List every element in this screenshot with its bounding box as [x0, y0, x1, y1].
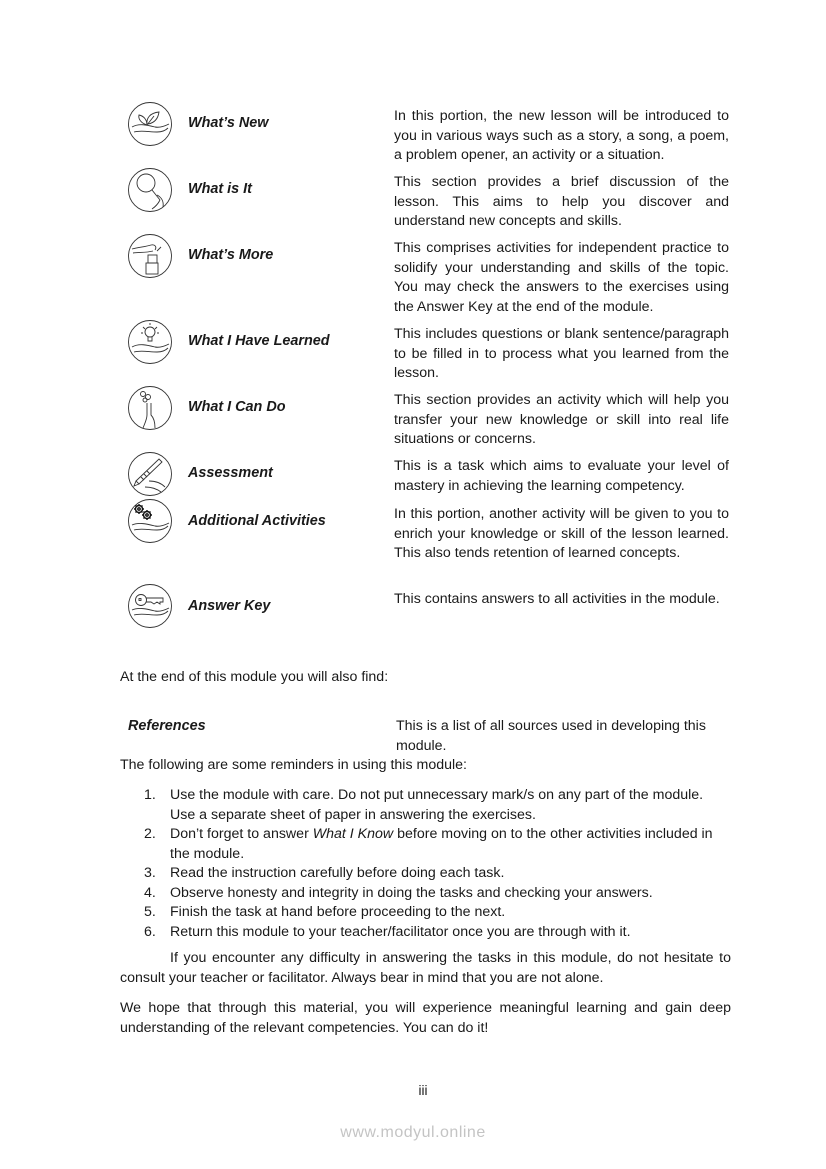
raised-hand-gears-icon: [127, 385, 173, 431]
reminder-item: [120, 923, 731, 943]
reminders-intro: The following are some reminders in using this module:: [120, 757, 467, 773]
reminder-number: 2.: [144, 826, 156, 842]
section-label: What I Can Do: [188, 399, 286, 415]
reminder-text-emphasis: What I Know: [312, 826, 394, 842]
section-label: Assessment: [188, 465, 273, 481]
reminder-number: 6.: [144, 923, 156, 940]
section-label: Additional Activities: [188, 513, 326, 529]
reminder-number: 4.: [144, 884, 156, 901]
stacking-blocks-icon: [127, 233, 173, 279]
section-label: What I Have Learned: [188, 333, 330, 349]
references-label: References: [128, 718, 206, 734]
watermark-link[interactable]: www.modyul.online: [340, 1124, 486, 1141]
reminder-item: [120, 786, 731, 825]
plant-in-hand-icon: [127, 101, 173, 147]
reminder-text: Observe honesty and integrity in doing the tasks and checking your answers.: [170, 884, 653, 901]
closing-paragraph: We hope that through this material, you will experience meaningful learning and gain deep understanding of the relevant competencies. You can do it!: [120, 1000, 731, 1036]
reminder-text: [170, 826, 713, 862]
reminder-text: Finish the task at hand before proceeding to the next.: [170, 904, 506, 920]
section-description: This section provides an activity which will help you transfer your new knowledge or skill into real life situations or concerns.: [394, 392, 729, 447]
reminder-text-after: before moving on to the other activities included in the module.: [170, 826, 713, 862]
section-description: This comprises activities for independent practice to solidify your understanding and skills of the topic. You may check the answers to the exercises using the Answer Key at the end of the module.: [394, 240, 729, 315]
end-of-module-intro: At the end of this module you will also find:: [120, 669, 389, 685]
page-number: iii: [418, 1083, 428, 1098]
hand-writing-pen-icon: [127, 451, 173, 497]
reminder-text: Return this module to your teacher/facilitator once you are through with it.: [170, 923, 631, 940]
reminder-number: 1.: [144, 787, 156, 803]
reminder-item: [120, 864, 731, 884]
reminders-list: [120, 786, 731, 942]
section-label: Answer Key: [188, 598, 271, 614]
reminder-text: Use the module with care. Do not put unnecessary mark/s on any part of the module. Use a separate sheet of paper in answering the exercises.: [170, 787, 704, 823]
reminder-text-before: Don’t forget to answer: [170, 826, 313, 842]
section-label: What is It: [188, 181, 252, 197]
reminder-text: Read the instruction carefully before doing each task.: [170, 865, 505, 881]
section-description: This is a task which aims to evaluate your level of mastery in achieving the learning competency.: [394, 458, 729, 494]
section-description: This includes questions or blank sentence/paragraph to be filled in to process what you learned from the lesson.: [394, 326, 729, 381]
section-description: This contains answers to all activities in the module.: [394, 591, 720, 607]
reminder-item: [120, 884, 731, 904]
section-description: In this portion, another activity will be given to you to enrich your knowledge or skill of the lesson learned. This also tends retention of learned concepts.: [394, 506, 729, 561]
reminder-item: [120, 825, 731, 864]
key-in-hand-icon: [127, 583, 173, 629]
references-description: This is a list of all sources used in developing this module.: [396, 718, 706, 754]
gears-in-hand-icon: [127, 498, 173, 544]
magnifying-glass-icon: [127, 167, 173, 213]
reminder-number: 3.: [144, 865, 156, 881]
section-description: In this portion, the new lesson will be introduced to you in various ways such as a story, a song, a poem, a problem opener, an activity or a situation.: [394, 108, 729, 163]
section-description: This section provides a brief discussion of the lesson. This aims to help you discover and understand new concepts and skills.: [394, 174, 729, 229]
section-label: What’s New: [188, 115, 269, 131]
section-label: What’s More: [188, 247, 274, 263]
lightbulb-in-hand-icon: [127, 319, 173, 365]
reminder-number: 5.: [144, 904, 156, 920]
reminder-item: [120, 903, 731, 923]
difficulty-note: If you encounter any difficulty in answering the tasks in this module, do not hesitate to consult your teacher or facilitator. Always bear in mind that you are not alone.: [120, 950, 731, 986]
